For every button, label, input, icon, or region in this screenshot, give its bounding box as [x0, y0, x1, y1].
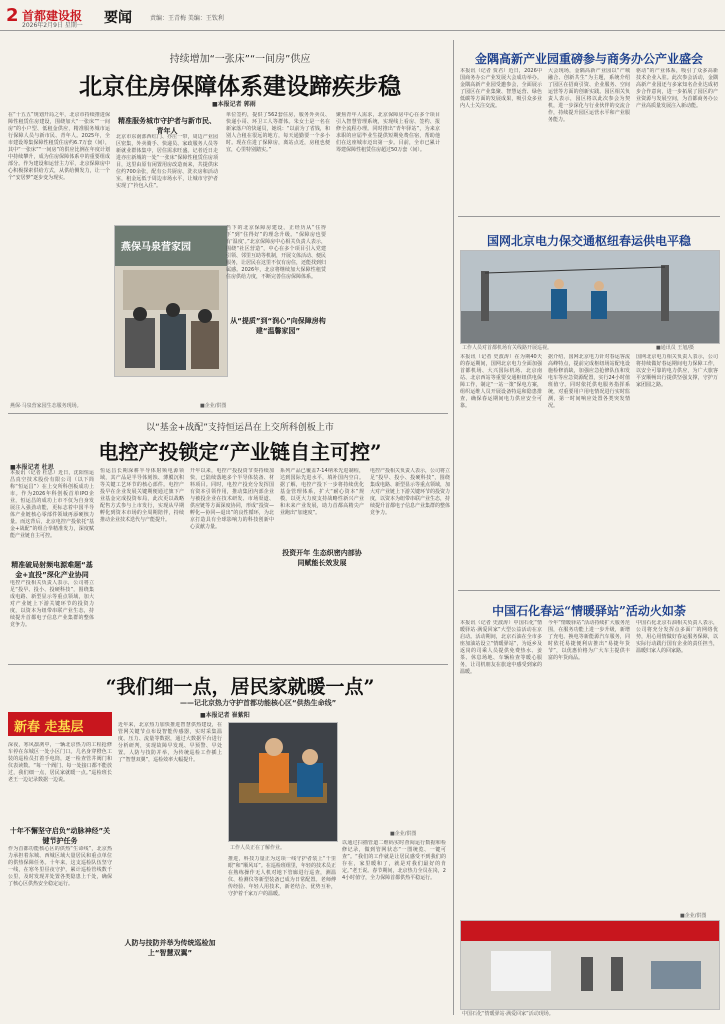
heating-worker-illustration: [229, 723, 337, 841]
article6-photo-caption: 中国石化“情暖驿站·满爱回家”活动现场。: [462, 1011, 554, 1017]
article2-col3: 开年以来，电控产投投资节奏持续加快，已陆续落地多个半导体装备、材料项目。同时，电控产投充分发挥国有资本引领作用，推动集团内部企业与被投企业在技术研发、市场渠道、供应链等方面深度协同，形成“投资—孵化—协同—退出”的良性循环，为北京打造具有全球影响力的科技创新中心贡献力量。: [190, 468, 274, 530]
article1-col3b-text: 当下的北京保障房建设，正经历从“住得下”到“住得好”的理念升级。“保障房也要有‘温度’。”北京保障房中心相关负责人表示，围绕“社区营造”，中心在多个项目引入党建引领、邻里互助等机制，开展文体活动、便民服务，让居民在这里不仅有房住，还能找到归属感。2026年，北京将继续加大保障性租赁住房供给力度，不断完善住房保障体系。: [226, 225, 326, 280]
article3-col4: 以通过扫描管道二维码实时查阅运行数据和检修记录，做到管网状态“一图统览、一键可查”。“我们的工作就是让居民感受不到我们的存在，家里暖和了，就是对我们最好的肯定。”老王说。春节期间，北京热力全员在岗，24小时值守，全力保障首都供热平稳运行。: [342, 840, 446, 881]
article1-col1: 在“十五五”规划开局之年，北京市持续推进保障性租赁住房建设，围绕加大“一张床”“一间房”的小户型、低租金供应，精准服务城市运行保障人员与新市民、青年人。2025年，全市建设筹集保障性租赁住房约6.7万套（间），其中“一张床”“一间房”的供应比例在年度计划中持续攀升，成为住房保障体系中的重要组成部分。作为建设和运营主力军，北京保障房中心积极探索供给方式，从供给侧发力，让一个个“安居梦”逐步变为现实。: [8, 112, 110, 181]
article3-headline: “我们细一点，居民家就暖一点”: [105, 676, 375, 698]
divider: [458, 216, 720, 217]
spring-banner-text: 新春 走基层: [14, 720, 84, 735]
article1-subhead1: 精准服务城市守护者与新市民、青年人: [118, 117, 216, 135]
article1-subhead2: 从“提质”到“润心”向保障房构建“温馨家园”: [230, 317, 326, 335]
article2-col1b: 电控产投相关负责人表示，公司将立足“投早、投小、投硬科技”，围绕集成电路、新型显示等重点领域，加大对产业链上下游关键环节的投资力度，以资本为纽带串联产业生态，持续提升首都电子信息产业集群的整体竞争力。: [10, 580, 94, 628]
article1-kicker: 持续增加“一张床”“一间房”供应: [169, 54, 311, 65]
article5-col2: 据介绍，国网北京电力针对春运客流高峰特点，提前完成枢纽场站配电设施检修消缺，加强应急抢修队伍和发电车等应急资源配置，实行24小时值班值守。同时依托供电服务指挥系统，对重要用户用电情况进行实时监测，第一时间响应处置各类突发情况。: [548, 354, 630, 409]
spring-banner: [8, 712, 112, 736]
article1-col3: 单位签约，提供了562套住房，服务外卖员、快递小哥、环卫工人等群体。朱女士是一名在新家落户的快递员，她说：“以前为了省钱，和别人合租在很远的地方，每天通勤要一个多小时。现在住进了保障房，离站点近，房租也便宜，心里特别踏实。”: [226, 112, 330, 153]
article2-col2: 恒运昌长期深耕半导体射频电源领域，其产品是半导体刻蚀、薄膜沉积等关键工艺环节的核心部件。电控产投早在企业发展关键期便通过旗下产业基金完成投资布局，此次更以战略配售方式参与上市发行，实现从早期孵化到资本市场的全周期陪伴，持续推动企业技术迭代与产能提升。: [100, 468, 184, 523]
article1-col3b: [226, 225, 326, 375]
article5-photo-credit: ■通讯员 王旭/摄: [656, 345, 694, 351]
article4-headline: 金隅高新产业园重磅参与商务办公产业盛会: [474, 52, 703, 66]
divider: [8, 664, 448, 665]
section-title: 要闻: [104, 10, 132, 26]
article3-photo-caption: 工作人员正在了解作业。: [230, 845, 286, 851]
article2-byline: ■本报记者 杜思: [10, 464, 54, 471]
article2-col4: 系列产品已覆盖7-14纳米先进制程，达到国际先进水平，填补国内空白。据了解，电控产投下一步将持续优化基金管理体系，扩大“耐心资本”规模，以更大力度支持战略性新兴产业和未来产业发展，助力首都高精尖产业跑出“加速度”。: [280, 468, 364, 516]
power-inspection-illustration: [461, 251, 719, 343]
editors-line: 责编：王青梅 美编：王钦利: [150, 15, 224, 22]
divider: [458, 590, 720, 591]
article3-col2: 近年来，北京热力加快推进智慧供热建设，在管网关键节点布设智能传感器，实时采集温度、压力、流量等数据，通过大数据平台进行分析研判，实现故障早发现、早预警、早处置。人防与技防并举，为传统巡检工作插上了“智慧双翼”，巡检效率大幅提升。: [118, 722, 222, 763]
article3-subhead2: 人防与技防并举为传统巡检加上“智慧双翼”: [124, 939, 216, 957]
article1-photo-caption: 燕保·马泉营家园生态服务现场。: [10, 403, 82, 409]
issue-date: 2026年2月9日 星期一: [22, 22, 83, 29]
article3-subtitle: ——记北京热力守护首都功能核心区“供热生命线”: [180, 699, 337, 707]
article3-photo-credit: ■企业/供图: [390, 831, 417, 837]
article2-subhead2: 投资开年 生态织密内部协同赋能长效发展: [282, 549, 362, 567]
article5-col3: 国网北京电力相关负责人表示，公司将持续做好春运期间电力保障工作，以安全可靠的电力供应，为广大旅客平安顺畅出行提供坚强支撑，守护万家团圆之路。: [636, 354, 718, 388]
article6-headline: 中国石化春运“情暖驿站”活动火如荼: [492, 604, 686, 618]
article3-photo: [228, 722, 338, 842]
article2-col1: 本报讯（记者 杜思）近日，沈阳恒运昌真空技术股份有限公司（以下简称“恒运昌”）在上交所科创板成功上市。作为2026年科创板首单IPO企业，恒运昌的成功上市不仅为自身发展注入强劲动能，更标志着中国半导体产业链核心零部件领域再添硬核力量。而这背后，北京电控产投依托“基金+战配”的组合拳精准发力，深度赋能产业链自主可控。: [10, 470, 94, 539]
article6-photo-credit: ■企业/供图: [680, 913, 707, 919]
gas-station-illustration: [461, 921, 719, 1009]
masthead: [0, 0, 725, 31]
article6-col3: 中国石化北京石油相关负责人表示，公司将充分发挥点多面广的网络优势，用心用情做好春运服务保障，以实际行动践行国有企业的责任担当，温暖归家人的回家路。: [636, 620, 718, 654]
article5-photo: [460, 250, 720, 344]
article3-col1b: 作为首都功能核心区的供热“生命线”，北京热力承担着东城、西城区域大量居民和重点单位的供热保障任务。十年来，这支巡检队伍坚守一线，在寒冬里昼夜守护，累计巡检管线数千公里，及时发现并处置各类隐患上千处，确保了核心区供热安全稳定运行。: [8, 846, 112, 887]
article1-col2: 北京市东南部西红门、亦庄一带，周边产业园区密集，外卖骑手、快递员、家政服务人员等新就业群体集中，居住需求旺盛。记者近日走进亦庄新城的一处“一张床”保障性租赁住房项目，这里由原有闲置用房改造而来，共提供床位约700余张，配有公共厨房、洗衣房和活动室，租金远低于周边市场水平，让城市守护者实现了“拎包入住”。: [116, 134, 218, 189]
article3-col1: 深夜，寒风凛冽中，一辆北京热力的工程抢修车停在东城区一处小区门口。几名身穿橙色工装的巡检员打着手电筒，逐一检查管井阀门和仪表读数。“每一个阀门、每一处接口都不能放过，我们细一点，居民家就暖一点。”巡检班长老王一边记录数据一边说。: [8, 742, 112, 783]
article5-headline: 国网北京电力保交通枢纽春运供电平稳: [486, 234, 691, 248]
article2-kicker: 以“基金+战配”支持恒运昌在上交所科创板上市: [146, 423, 334, 433]
article1-photo: [114, 225, 228, 377]
article6-col2: 今年“情暖驿站”活动持续扩大服务范围，在服务功能上进一步升级，新增了充电、换电等新能源汽车服务，同时依托易捷便利店推出“易捷年货节”，以优惠价格为广大车主提供丰富的年货商品。: [548, 620, 630, 661]
article6-col1: 本报讯（记者 史波涛）中国石化“情暖驿站·满爱回家”大型公益活动在京启动。活动期间，北京石油在全市多座加油站设立“情暖驿站”，为返乡及返岗的司乘人员提供免费热水、姜茶、休息场地、车辆检查等暖心服务，让司机朋友在旅途中感受到家的温暖。: [460, 620, 542, 675]
article4-col2: 大会现场，金隅高新产业园以“产城融合、创新共生”为主题，系统介绍了园区在招商引资、企业服务、空间运营等方面的创新实践。园区相关负责人表示，园区将以此次参会为契机，进一步深化与行业伙伴的交流合作，持续提升园区运营水平和产业服务能力。: [548, 68, 630, 123]
article2-col5: 电控产投相关负责人表示，公司将立足“投早、投小、投硬科技”，围绕集成电路、新型显示等重点领域，加大对产业链上下游关键环节的投资力度，以资本为纽带串联产业生态，持续提升首都电子信息产业集群的整体竞争力。: [370, 468, 450, 516]
article3-col3: 推进，科技力量正为这项一线守护者装上“千里眼”和“顺风耳”。在巡检班组里，年轻的技术员正在熟练操作无人机对地下管廊进行巡查，测温仪、检测仪等新型装备已成为日常配置。老师傅传经验、年轻人用技术，新老结合、优势互补，守护着千家万户的温暖。: [228, 856, 336, 897]
newspaper-brand: 首都建设报: [22, 9, 83, 23]
article2-headline: 电控产投锁定“产业链自主可控”: [98, 440, 382, 464]
article3-byline: ■本报记者 崔紫阳: [200, 712, 250, 719]
article1-byline: ■本报记者 郭雨: [212, 101, 256, 108]
article1-photo-credit: ■企业/供图: [200, 403, 227, 409]
divider: [8, 413, 448, 414]
article4-col1: 本报讯（记者 贾君）近日，2026中国商务办公产业发展大会成功举办。金隅高新产业园受邀参会，全面展示了园区在产业集聚、智慧运营、绿色低碳等方面的发展成果，吸引众多业内人士关注交流。: [460, 68, 542, 109]
article3-subhead1: 十年不懈坚守启负“动脉神经”关键节护任务: [9, 827, 111, 845]
article5-col1: 本报讯（记者 史波涛）在为期40天的春运期间，国网北京电力全面加强首都机场、大兴国际机场、北京南站、北京西站等重要交通枢纽供电保障工作，制定“一站一策”保电方案，组织运维人员开展设备特巡和隐患排查，确保春运期间电力供应安全可靠。: [460, 354, 542, 409]
article6-photo: [460, 920, 720, 1010]
article4-col3: 驱动”的产业体系，吸引了众多高新技术企业入驻。此次参会活动，金隅高新产业园还与多家知名企业达成初步合作意向，进一步拓展了园区的产业资源与发展空间，为首都商务办公产业高质量发展注入新动能。: [636, 68, 718, 109]
column-divider: [453, 40, 454, 1015]
article1-col4: 聚焦青年人需求，北京保障房中心在多个项目引入智慧管理系统，实现线上看房、签约、报修全流程办理。同时推出“青年驿站”，为来京求职的应届毕业生提供短期免费住宿，帮助他们在这座城市迈出第一步。目前，全市已累计筹建保障性租赁住房超过50万套（间）。: [336, 112, 440, 153]
photo-sign-text: 燕保马泉营家园: [121, 242, 191, 253]
article1-headline: 北京住房保障体系建设蹄疾步稳: [79, 73, 401, 100]
page-number: 2: [6, 5, 19, 26]
article5-photo-caption: 工作人员对首都机场有关线路开展巡视。: [462, 345, 553, 351]
article2-subhead1: 精准破局射频电源难题“基金+直投”深化产业协同: [11, 561, 93, 579]
